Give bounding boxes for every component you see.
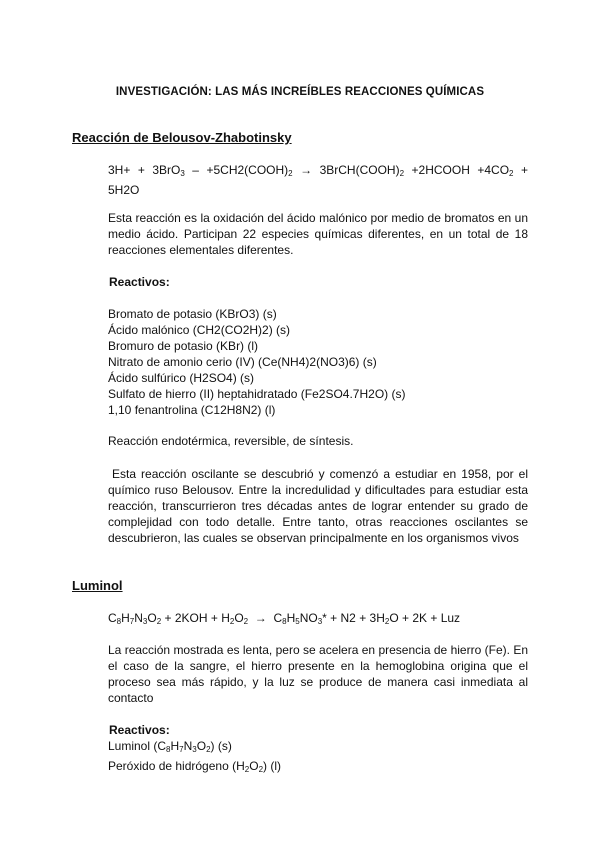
list-item: Ácido malónico (CH2(CO2H)2) (s) <box>108 323 291 337</box>
section-heading-belousov: Reacción de Belousov-Zhabotinsky <box>72 130 292 145</box>
list-item: Sulfato de hierro (II) heptahidratado (Fe2SO4.7H2O) (s) <box>108 387 406 401</box>
luminol-reactives-label: Reactivos: <box>109 723 170 737</box>
belousov-reaction-type: Reacción endotérmica, reversible, de síntesis. <box>108 434 354 448</box>
list-item: 1,10 fenantrolina (C12H8N2) (l) <box>108 403 276 417</box>
belousov-equation-line1: 3H+ + 3BrO$_3$ – $+5CH2(COOH)_2$ → $3BrCH(COOH)_2$ +2HCOOH $+4CO_2$ + <box>108 163 528 178</box>
luminol-reactives-list <box>108 738 528 778</box>
list-item: Peróxido de hidrógeno $(H_2O_2)$ (l) <box>108 759 282 774</box>
list-item: Luminol $(C_8H_7N_3O_2)$ (s) <box>108 739 232 754</box>
document-title: INVESTIGACIÓN: LAS MÁS INCREÍBLES REACCIONES QUÍMICAS <box>115 86 485 98</box>
luminol-equation: $C_8H_7N_3O_2 + 2KOH + H_2O_2 \to C_8H_5NO_3* + N2 + 3H_2O + 2K$ + Luz <box>108 611 461 626</box>
belousov-description: Esta reacción es la oxidación del ácido malónico por medio de bromatos en un medio ácido. Participan 22 especies químicas diferentes, en un total de 18 reacciones elementales diferentes. <box>108 211 528 257</box>
luminol-description: La reacción mostrada es lenta, pero se acelera en presencia de hierro (Fe). En el caso de la sangre, el hierro presente en la hemoglobina origina que el proceso sea más rápido, y la luz se produce de manera casi inmediata al contacto <box>108 643 528 705</box>
belousov-history: Esta reacción oscilante se descubrió y comenzó a estudiar en 1958, por el químico ruso Belousov. Entre la incredulidad y dificultades para estudiar esta reacción, transcurrieron tres décadas antes de lograr entender su grado de complejidad con todo detalle. Entre tanto, otras reacciones oscilantes se descubrieron, las cuales se observan principalmente en los organismos vivos <box>108 467 528 545</box>
section-heading-luminol: Luminol <box>72 578 123 593</box>
list-item: Bromuro de potasio (KBr) (l) <box>108 339 259 353</box>
list-item: Bromato de potasio (KBrO3) (s) <box>108 307 277 321</box>
belousov-equation-line2: 5H2O <box>108 183 140 197</box>
belousov-reactives-label: Reactivos: <box>109 275 170 289</box>
list-item: Ácido sulfúrico (H2SO4) (s) <box>108 371 255 385</box>
belousov-reactives-list <box>108 306 528 418</box>
belousov-equation <box>108 162 528 198</box>
list-item: Nitrato de amonio cerio (IV) (Ce(NH4)2(NO3)6) (s) <box>108 355 377 369</box>
